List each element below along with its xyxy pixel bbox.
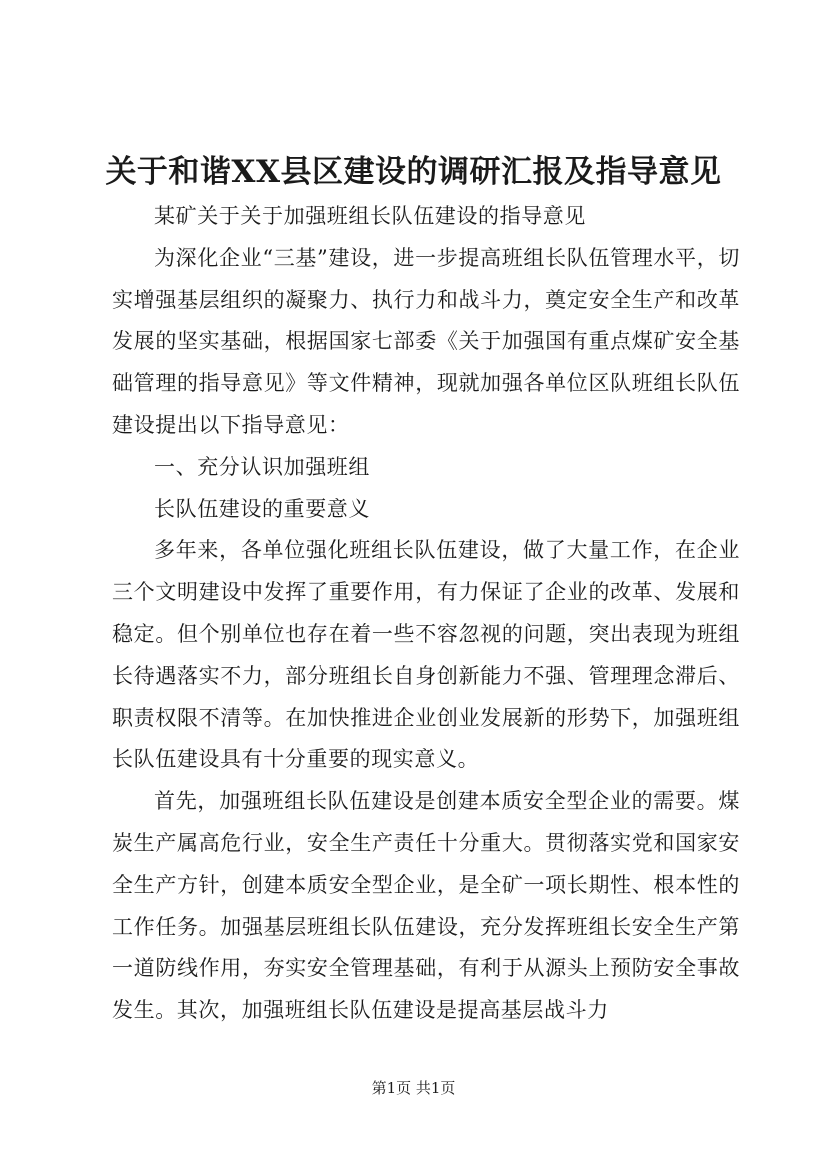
intro-paragraph: 为深化企业“三基”建设，进一步提高班组长队伍管理水平，切实增强基层组织的凝聚力、执行力和战斗力，奠定安全生产和改革发展的坚实基础，根据国家七部委《关于加强国有重点煤矿安全基础管理的指导意见》等文件精神，现就加强各单位区队班组长队伍建设提出以下指导意见： [112, 245, 740, 437]
subtitle-paragraph: 某矿关于关于加强班组长队伍建设的指导意见 [154, 204, 586, 228]
document-body [112, 196, 740, 1032]
page-footer: 第1页 共1页 [371, 1079, 456, 1097]
section-heading-line-2: 长队伍建设的重要意义 [154, 496, 370, 521]
section-heading-line-1: 一、充分认识加强班组 [154, 454, 370, 479]
document-title: 关于和谐XX县区建设的调研汇报及指导意见 [105, 154, 722, 190]
body-paragraph: 多年来，各单位强化班组长队伍建设，做了大量工作，在企业三个文明建设中发挥了重要作用，有力保证了企业的改革、发展和稳定。但个别单位也存在着一些不容忽视的问题，突出表现为班组长待遇落实不力，部分班组长自身创新能力不强、管理理念滞后、职责权限不清等。在加快推进企业创业发展新的形势下，加强班组长队伍建设具有十分重要的现实意义。 [112, 538, 740, 772]
body-paragraph: 首先，加强班组长队伍建设是创建本质安全型企业的需要。煤炭生产属高危行业，安全生产责任十分重大。贯彻落实党和国家安全生产方针，创建本质安全型企业，是全矿一项长期性、根本性的工作任务。加强基层班组长队伍建设，充分发挥班组长安全生产第一道防线作用，夯实安全管理基础，有利于从源头上预防安全事故发生。其次，加强班组长队伍建设是提高基层战斗力 [112, 789, 740, 1023]
